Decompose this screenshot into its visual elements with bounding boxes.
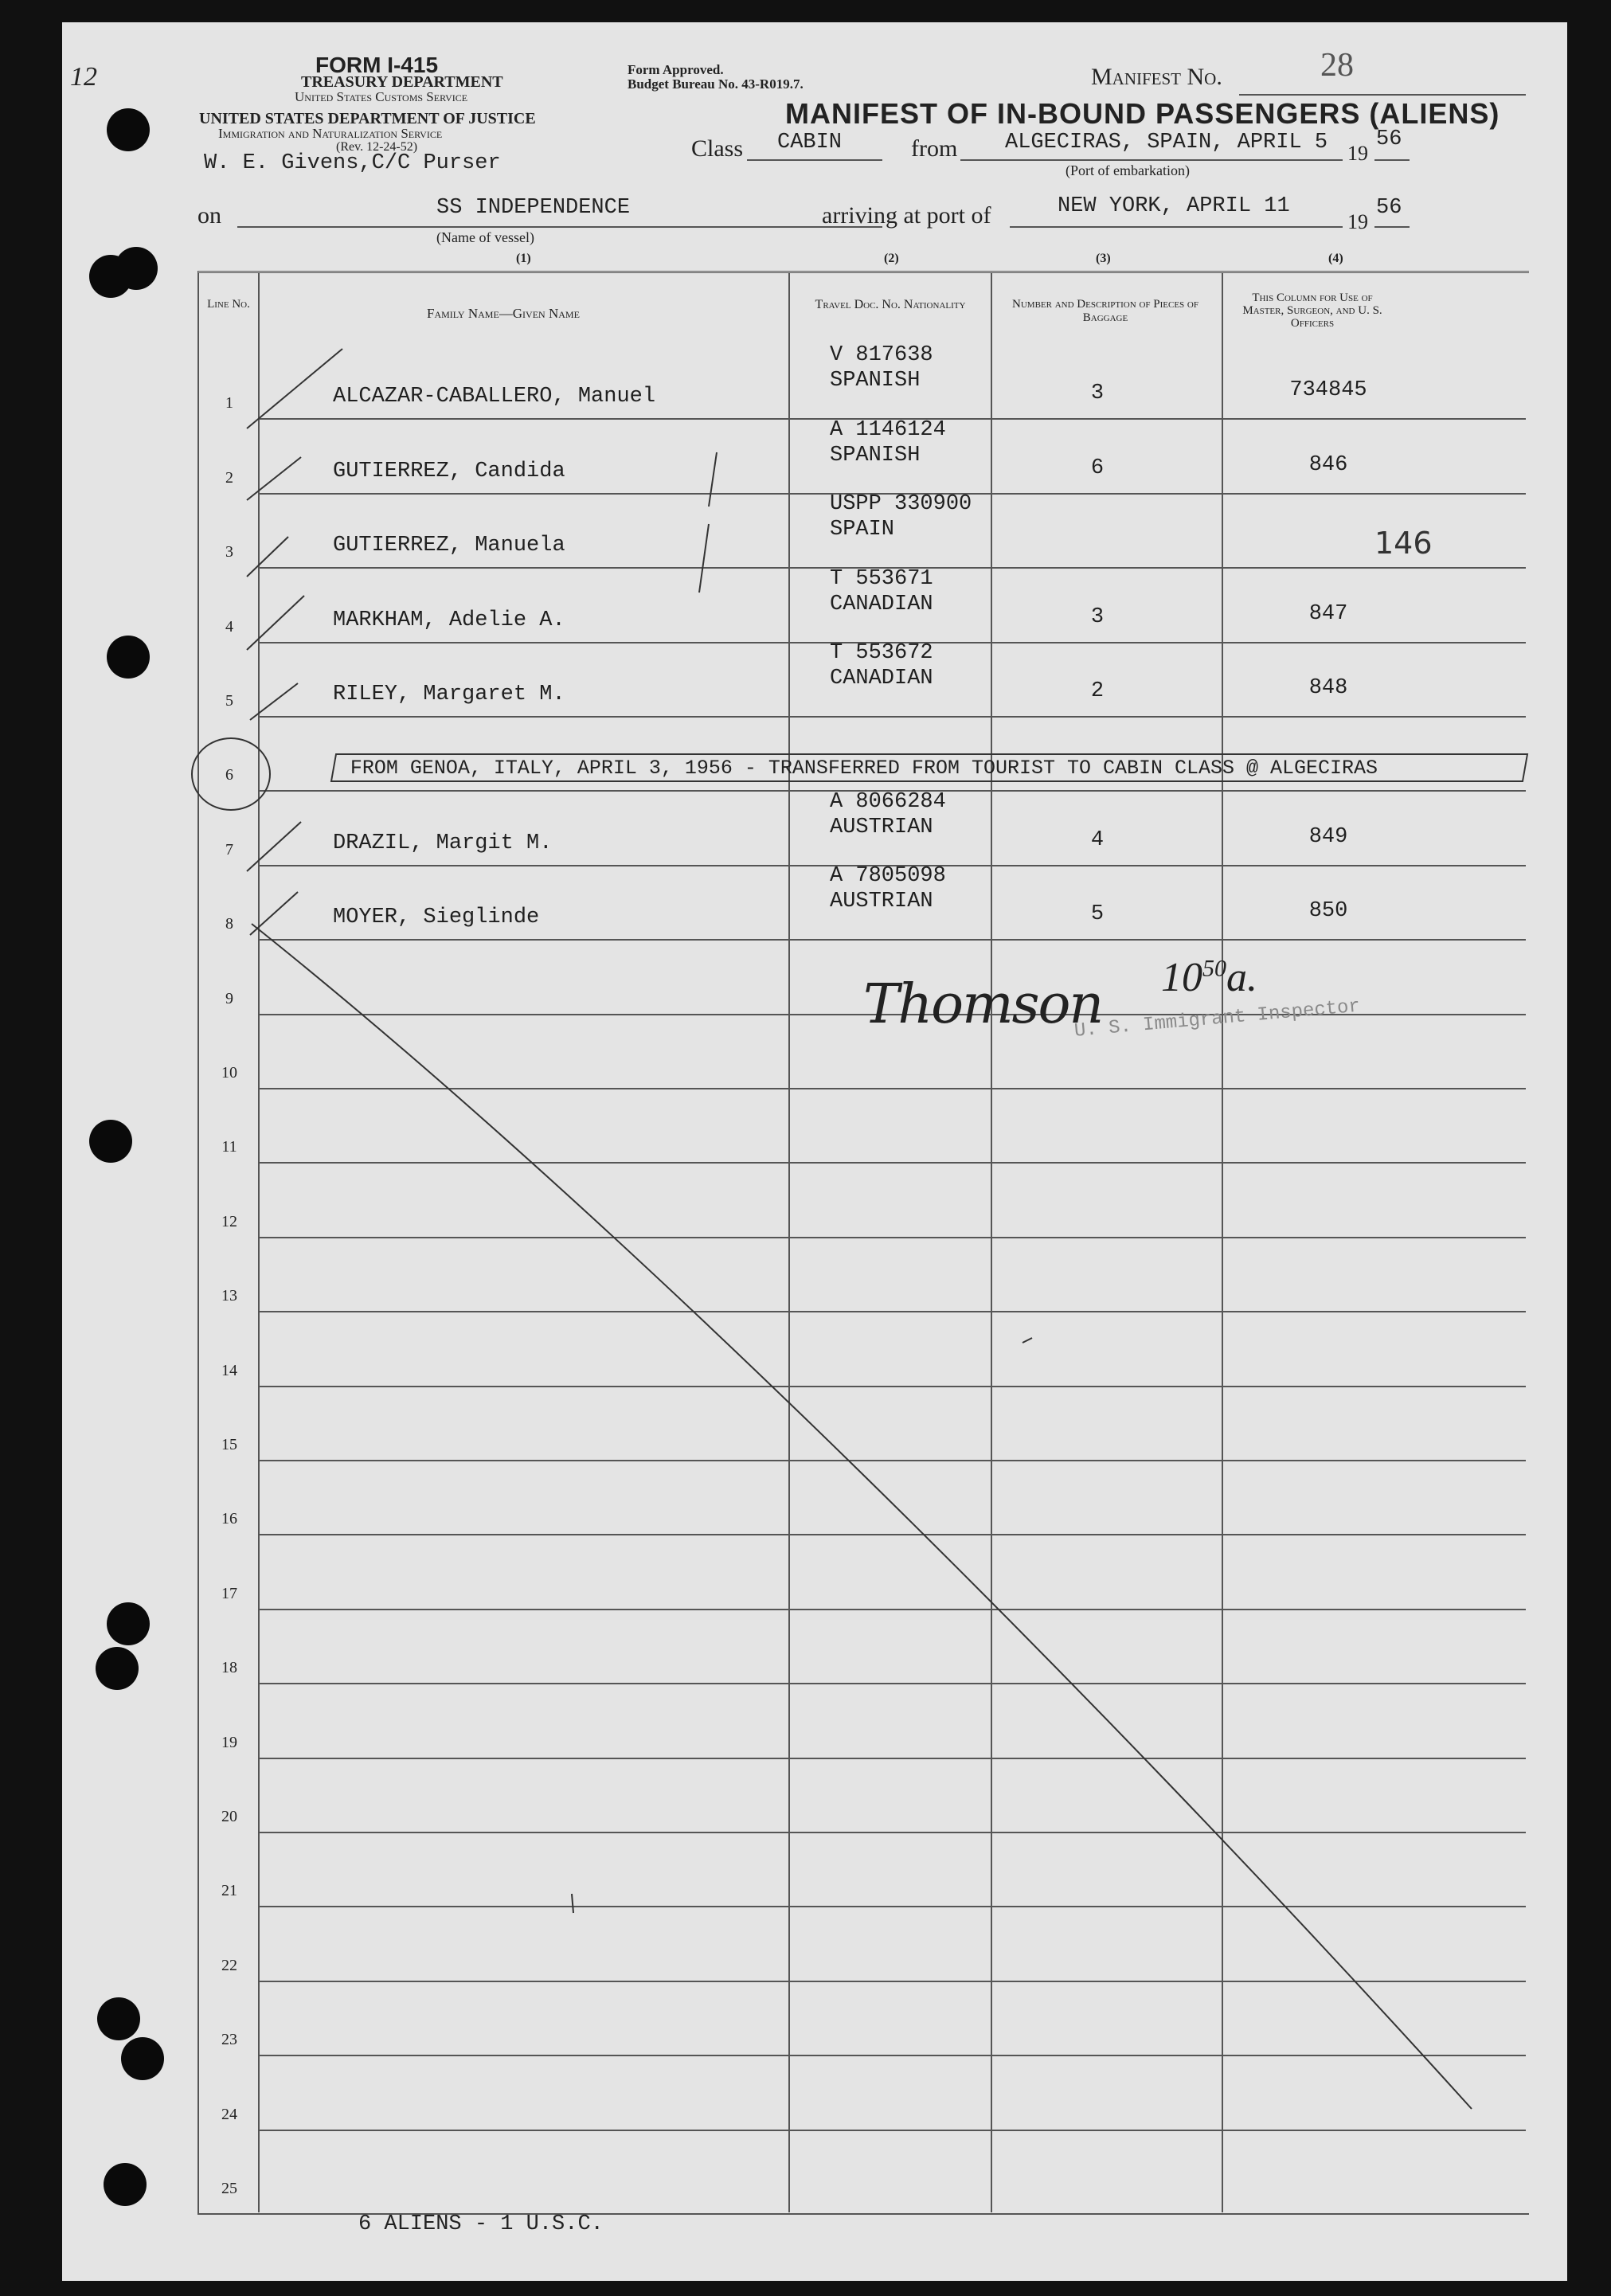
- passenger-name: MOYER, Sieglinde: [333, 905, 540, 930]
- from-value: ALGECIRAS, SPAIN, APRIL 5: [1005, 131, 1328, 155]
- line-number: 3: [225, 543, 233, 561]
- port-embarkation-caption: (Port of embarkation): [1066, 162, 1190, 178]
- row-divider: [260, 1609, 1526, 1610]
- officer-use-number: 849: [1308, 824, 1348, 849]
- rev-date: (Rev. 12-24-52): [336, 140, 418, 154]
- passenger-name: RILEY, Margaret M.: [333, 683, 565, 706]
- punch-hole: [89, 1120, 132, 1163]
- baggage-count: 5: [1090, 902, 1105, 927]
- nationality: SPAIN: [830, 518, 895, 542]
- row-divider: [260, 1832, 1526, 1833]
- punch-hole: [97, 1997, 140, 2040]
- nationality: AUSTRIAN: [830, 815, 933, 839]
- baggage-count: 3: [1090, 604, 1105, 629]
- travel-doc-no: USPP 330900: [830, 492, 972, 517]
- row-divider: [260, 2130, 1526, 2131]
- line-number: 17: [221, 1584, 237, 1602]
- line-number: 19: [221, 1733, 237, 1751]
- year-2: 56: [1376, 196, 1402, 220]
- nationality: SPANISH: [830, 369, 921, 393]
- header-line-no: Line No.: [207, 298, 250, 311]
- from-label: from: [911, 135, 958, 162]
- passenger-name: MARKHAM, Adelie A.: [333, 608, 565, 632]
- line-number: 13: [221, 1287, 237, 1305]
- row-6-circle: [191, 737, 271, 811]
- footer-total: 6 ALIENS - 1 U.S.C.: [358, 2212, 604, 2236]
- dept-treasury: TREASURY DEPARTMENT: [301, 73, 503, 91]
- line-number: 10: [221, 1064, 237, 1082]
- line-number: 16: [221, 1510, 237, 1528]
- line-number: 20: [221, 1808, 237, 1825]
- year-prefix-1: 19: [1347, 142, 1368, 165]
- row-divider: [260, 1162, 1526, 1164]
- row-divider: [260, 1981, 1526, 1982]
- col-num-2: (2): [884, 252, 899, 265]
- passenger-table: [197, 271, 1529, 2215]
- manifest-sheet: [62, 22, 1567, 2281]
- nationality: AUSTRIAN: [830, 890, 933, 914]
- row-divider: [260, 1088, 1526, 1089]
- line-number: 11: [221, 1138, 237, 1156]
- punch-hole: [107, 636, 150, 679]
- row-divider: [260, 1534, 1526, 1535]
- header-baggage: Number and Description of Pieces of Baggage: [1012, 298, 1198, 324]
- row-divider: [260, 1460, 1526, 1461]
- punch-hole: [107, 108, 150, 151]
- baggage-count: 3: [1090, 381, 1105, 406]
- officer-use-number: 847: [1308, 601, 1348, 626]
- baggage-count: 6: [1090, 456, 1105, 480]
- row-divider: [260, 716, 1526, 718]
- row-divider: [260, 1906, 1526, 1907]
- dept-customs: United States Customs Service: [295, 89, 468, 104]
- form-number: FORM I-415: [315, 53, 439, 77]
- baggage-count: 4: [1090, 827, 1105, 852]
- passenger-name: DRAZIL, Margit M.: [333, 831, 553, 855]
- nationality: SPANISH: [830, 443, 921, 467]
- line-number: 7: [225, 840, 233, 859]
- corner-note: 12: [70, 62, 97, 92]
- travel-doc-no: T 553672: [830, 641, 933, 665]
- travel-doc-no: A 7805098: [830, 864, 946, 889]
- travel-doc-no: A 8066284: [830, 789, 946, 814]
- transfer-note: FROM GENOA, ITALY, APRIL 3, 1956 - TRANSFERRED FROM TOURIST TO CABIN CLASS @ ALGECIRAS: [350, 757, 1378, 780]
- line-number: 23: [221, 2031, 237, 2049]
- inspector-stamp: U. S. Immigrant Inspector: [1073, 995, 1362, 1042]
- baggage-count: 2: [1090, 679, 1105, 703]
- arrival-port: NEW YORK, APRIL 11: [1058, 194, 1290, 218]
- dept-justice: UNITED STATES DEPARTMENT OF JUSTICE: [199, 110, 536, 127]
- passenger-name: ALCAZAR-CABALLERO, Manuel: [333, 385, 656, 409]
- travel-doc-no: T 553671: [830, 566, 933, 591]
- row-divider: [260, 1311, 1526, 1312]
- row-divider: [260, 2055, 1526, 2056]
- officer-use-number: 146: [1374, 526, 1433, 561]
- line-number: 18: [221, 1659, 237, 1677]
- punch-hole: [107, 1602, 150, 1645]
- line-number: 5: [225, 692, 233, 710]
- row-divider: [260, 939, 1526, 941]
- col-num-1: (1): [516, 252, 531, 265]
- line-number: 21: [221, 1882, 237, 1900]
- line-number: 9: [225, 989, 233, 1007]
- inspector-signature: Thomson: [863, 973, 1103, 1036]
- manifest-no: 28: [1320, 47, 1354, 84]
- punch-hole: [104, 2163, 147, 2206]
- budget-bureau: Budget Bureau No. 43-R019.7.: [628, 76, 804, 92]
- vessel-caption: (Name of vessel): [436, 229, 534, 245]
- officer-use-number: 846: [1308, 452, 1348, 477]
- header-family-name: Family Name—Given Name: [427, 306, 580, 321]
- form-approved: Form Approved.: [628, 62, 724, 77]
- header-officers: This Column for Use of Master, Surgeon, and U. S. Officers: [1242, 291, 1382, 330]
- year-prefix-2: 19: [1347, 210, 1368, 233]
- passenger-name: GUTIERREZ, Manuela: [333, 534, 565, 558]
- col-num-3: (3): [1096, 252, 1111, 265]
- line-number: 25: [221, 2180, 237, 2197]
- punch-hole: [96, 1647, 139, 1690]
- vessel-name: SS INDEPENDENCE: [436, 196, 631, 220]
- row-divider: [260, 1237, 1526, 1238]
- line-number: 2: [225, 468, 233, 487]
- line-number: 8: [225, 915, 233, 933]
- dept-ins: Immigration and Naturalization Service: [218, 126, 443, 141]
- travel-doc-no: V 817638: [830, 343, 933, 368]
- manifest-title: MANIFEST OF IN-BOUND PASSENGERS (ALIENS): [785, 97, 1500, 130]
- class-label: Class: [691, 135, 744, 162]
- year-1: 56: [1376, 127, 1402, 151]
- punch-hole: [121, 2037, 164, 2080]
- manifest-no-label: Manifest No.: [1091, 64, 1222, 90]
- purser: W. E. Givens,C/C Purser: [204, 151, 501, 175]
- line-number: 14: [221, 1361, 237, 1379]
- line-number: 15: [221, 1436, 237, 1453]
- nationality: CANADIAN: [830, 667, 933, 690]
- passenger-name: GUTIERREZ, Candida: [333, 459, 565, 483]
- punch-hole: [115, 247, 158, 290]
- inspector-time: $10^{50}a$.: [1161, 955, 1257, 1000]
- line-number: 12: [221, 1212, 237, 1230]
- header-travel-doc: Travel Doc. No. Nationality: [815, 298, 966, 311]
- line-number: 24: [221, 2105, 237, 2123]
- col-num-4: (4): [1328, 252, 1343, 265]
- class-value: CABIN: [777, 131, 843, 155]
- officer-use-number: 850: [1308, 899, 1348, 924]
- row-divider: [260, 1386, 1526, 1387]
- travel-doc-no: A 1146124: [830, 417, 946, 442]
- line-number: 4: [225, 617, 233, 636]
- line-number: 1: [225, 394, 233, 413]
- arriving-label: arriving at port of: [822, 202, 991, 229]
- row-divider: [260, 1758, 1526, 1759]
- on-label: on: [197, 202, 221, 229]
- transfer-note-box: [330, 753, 1528, 782]
- row-divider: [260, 1683, 1526, 1684]
- officer-use-number: 734845: [1289, 378, 1367, 403]
- line-number: 6: [225, 766, 233, 784]
- officer-use-number: 848: [1308, 676, 1348, 700]
- line-number: 22: [221, 1956, 237, 1974]
- nationality: CANADIAN: [830, 592, 933, 616]
